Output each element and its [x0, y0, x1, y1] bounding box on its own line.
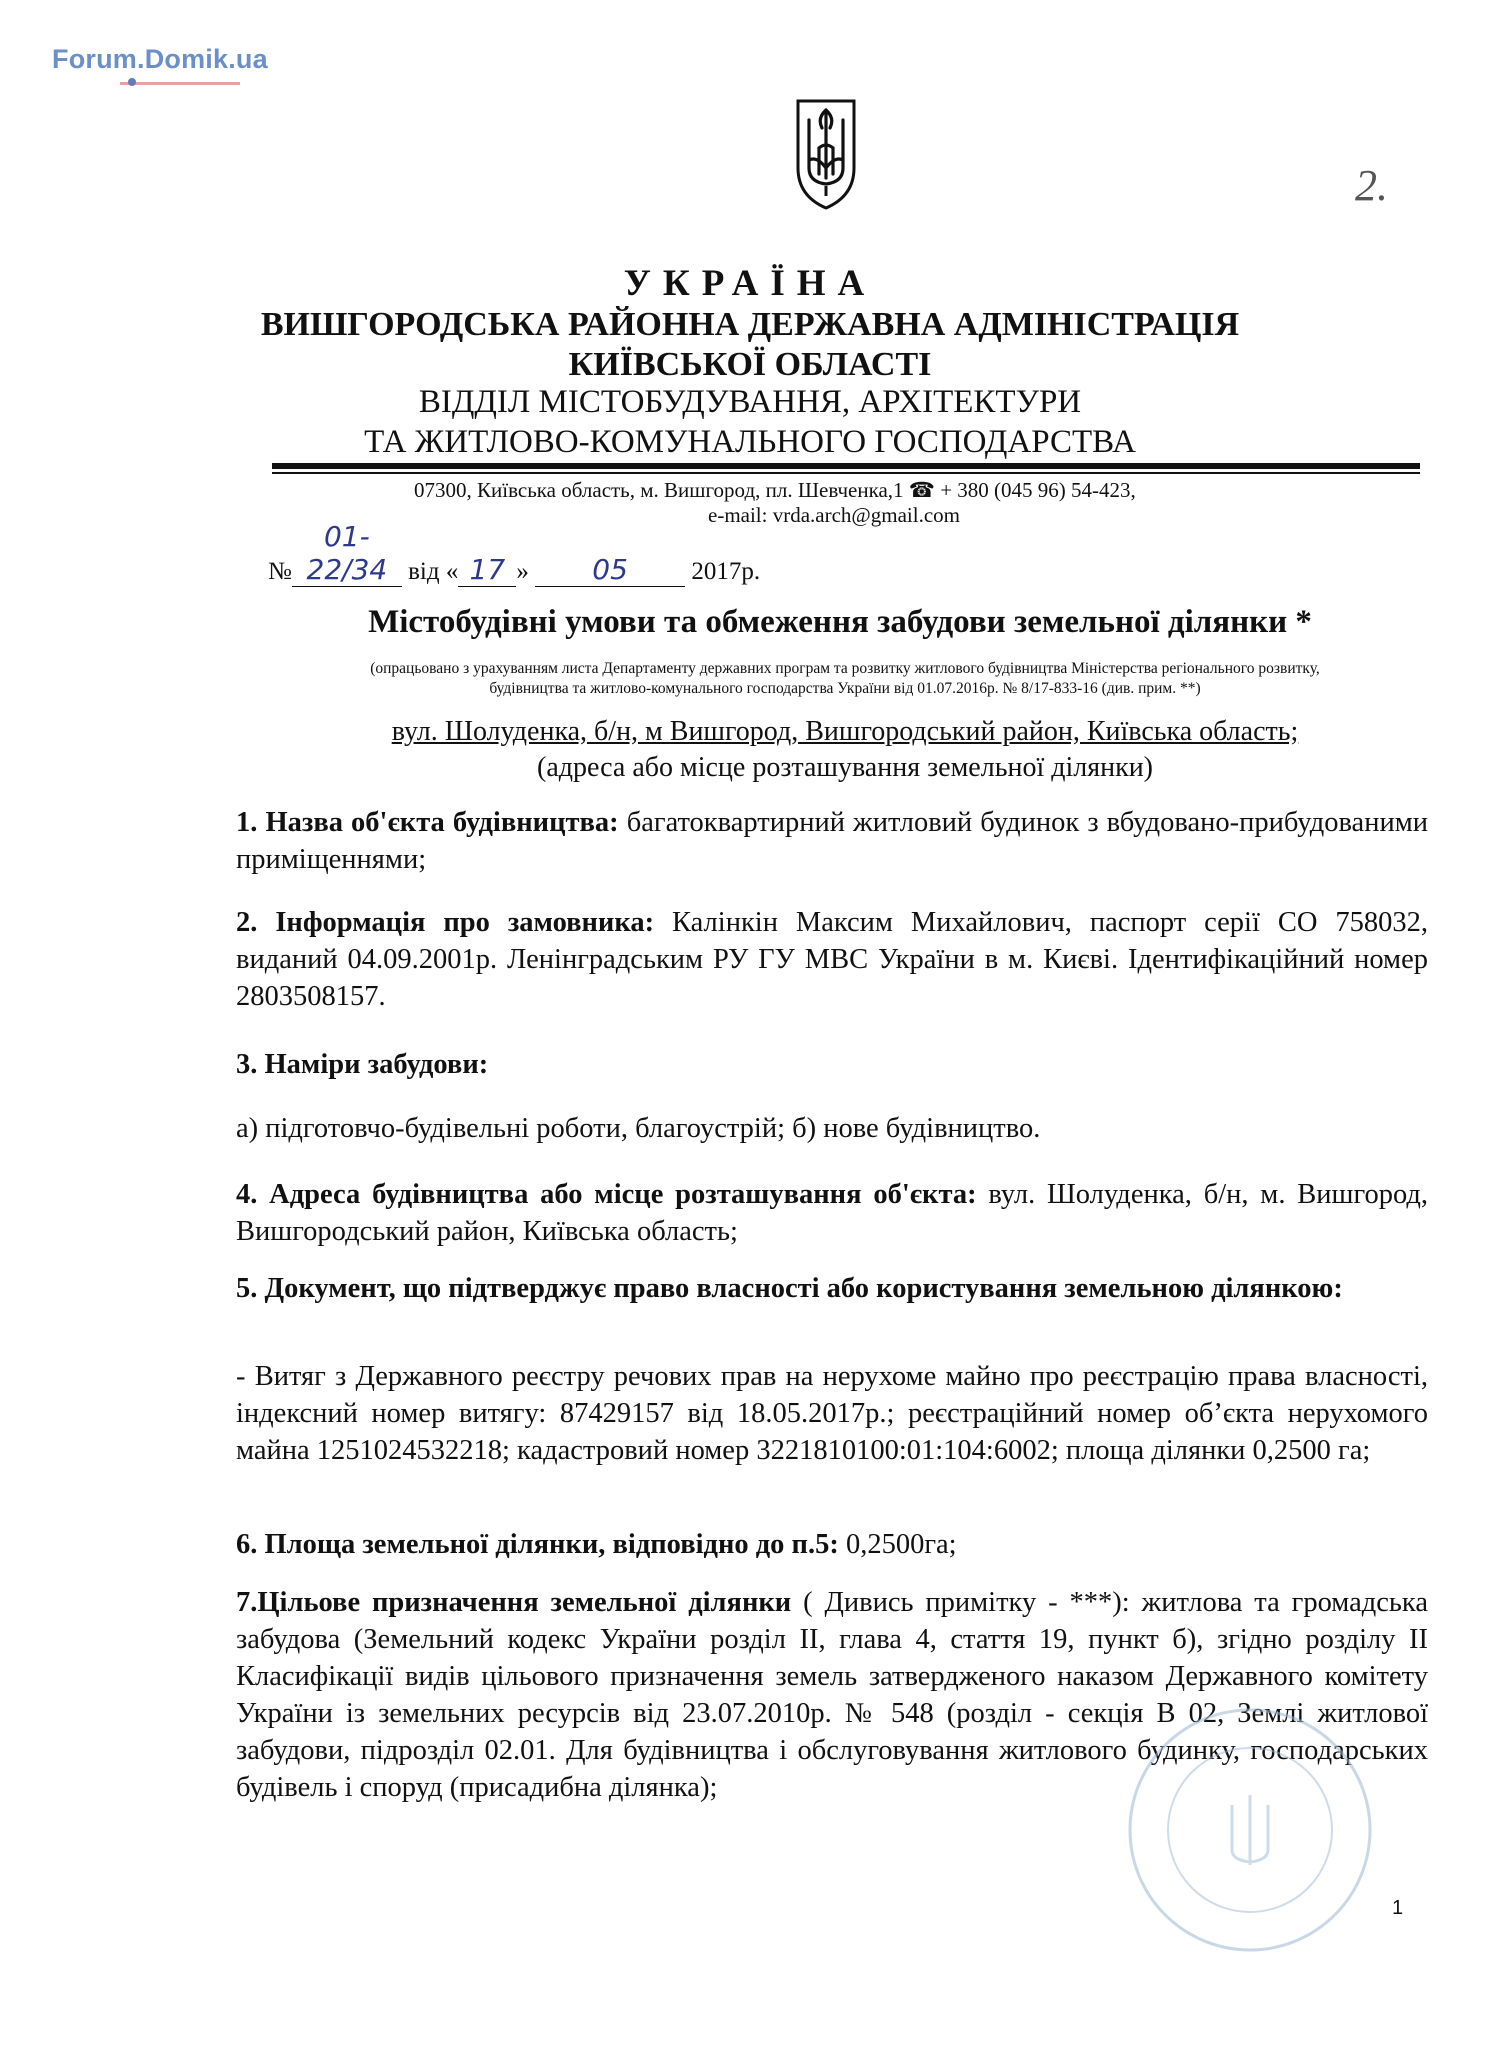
header-administration: ВИШГОРОДСЬКА РАЙОННА ДЕРЖАВНА АДМІНІСТРАЦІЯ	[260, 306, 1240, 343]
section-1	[236, 804, 1428, 878]
section-4	[236, 1176, 1428, 1250]
registration-close-quote: »	[516, 558, 529, 585]
registration-no-label: №	[268, 558, 292, 585]
header-rule	[272, 463, 1420, 469]
header-rule-thin	[272, 472, 1420, 474]
registration-number: 01-22/34	[292, 520, 402, 587]
contact-address-phone: 07300, Київська область, м. Вишгород, пл. Шевченка,1 ☎ + 380 (045 96) 54-423,	[414, 478, 1136, 502]
section-1-label: 1. Назва об'єкта будівництва:	[236, 807, 619, 838]
site-address	[300, 716, 1390, 748]
section-7-note: ( Дивись примітку - ***):	[791, 1587, 1130, 1618]
section-5-label: 5. Документ, що підтверджує право власності або користування земельною ділянкою:	[236, 1273, 1343, 1304]
watermark-dot	[128, 78, 136, 86]
subnote-line2: будівництва та житлово-комунального господарства України від 01.07.2016р. № 8/17-833-16 (див. прим. **)	[489, 680, 1201, 697]
registration-day: 17	[458, 553, 516, 587]
registration-month: 05	[535, 553, 685, 587]
section-6	[236, 1526, 1428, 1563]
section-6-label: 6. Площа земельної ділянки, відповідно до п.5:	[236, 1529, 839, 1560]
section-2-text: Калінкін Максим Михайлович, паспорт серії СО 758032, виданий 04.09.2001р. Ленінградським РУ ГУ МВС України в м. Києві. Ідентифікаційний номер 2803508157.	[236, 907, 1428, 1012]
section-3	[236, 1046, 1428, 1083]
section-2	[236, 904, 1428, 1015]
section-5	[236, 1270, 1428, 1307]
page-number: 1	[1392, 1897, 1404, 1919]
site-address-text: вул. Шолуденка, б/н, м Вишгород, Вишгородський район, Київська область;	[391, 716, 1299, 747]
document-title: Містобудівні умови та обмеження забудови земельної ділянки *	[368, 604, 1312, 640]
section-2-label: 2. Інформація про замовника:	[236, 907, 655, 938]
registration-year: 2017р.	[691, 558, 761, 585]
watermark-underline	[120, 82, 240, 85]
site-address-caption: (адреса або місце розташування земельної ділянки)	[537, 752, 1153, 783]
forum-watermark: Forum.Domik.ua	[52, 44, 268, 74]
contact-email: e-mail: vrda.arch@gmail.com	[708, 503, 960, 527]
section-3-label: 3. Наміри забудови:	[236, 1049, 489, 1080]
section-7-label: 7.Цільове призначення земельної ділянки	[236, 1587, 792, 1618]
section-4-label: 4. Адреса будівництва або місце розташування об'єкта:	[236, 1179, 977, 1210]
section-6-text: 0,2500га;	[838, 1529, 957, 1560]
section-3-text: а) підготовчо-будівельні роботи, благоустрій; б) нове будівництво.	[236, 1113, 1041, 1144]
section-5-text: - Витяг з Державного реєстру речових прав на нерухоме майно про реєстрацію права власності, індексний номер витягу: 87429157 від 18.05.2017р.; реєстраційний номер об’єкта нерухомого майна 1251024532218; кадастровий номер 3221810100:01:104:6002; площа ділянки 0,2500 га;	[236, 1361, 1428, 1466]
document-subnote	[300, 659, 1390, 699]
header-department-line2: ТА ЖИТЛОВО-КОМУНАЛЬНОГО ГОСПОДАРСТВА	[364, 424, 1136, 460]
section-4-text: вул. Шолуденка, б/н, м. Вишгород, Вишгородський район, Київська область;	[236, 1179, 1429, 1247]
registration-line	[268, 520, 760, 587]
registration-from-label: від «	[408, 558, 459, 585]
official-stamp-icon	[1110, 1700, 1390, 1965]
subnote-line1: (опрацьовано з урахуванням листа Департаменту державних програм та розвитку житлового будівництва Міністерства регіонального розвитку,	[370, 660, 1320, 677]
section-1-text: багатоквартирний житловий будинок з вбудовано-прибудованими приміщеннями;	[236, 807, 1428, 875]
header-oblast: КИЇВСЬКОЇ ОБЛАСТІ	[568, 346, 932, 383]
page-handwritten-mark: 2.	[1355, 161, 1388, 210]
trident-emblem-icon	[795, 98, 857, 215]
header-department-line1: ВІДДІЛ МІСТОБУДУВАННЯ, АРХІТЕКТУРИ	[418, 384, 1082, 420]
section-7-text: житлова та громадська забудова (Земельний кодекс України розділ ІІ, глава 4, стаття 19, пункт б), згідно розділу ІІ Класифікації видів цільового призначення земель затвердженого наказом Державного комітету України із земельних ресурсів від 23.07.2010р. № 548 (розділ - секція В 02, Землі житлової забудови, підрозділ 02.01. Для будівництва і обслуговування житлового будинку, господарських будівель і споруд (присадибна ділянка);	[236, 1587, 1428, 1803]
header-country: УКРАЇНА	[623, 263, 877, 304]
